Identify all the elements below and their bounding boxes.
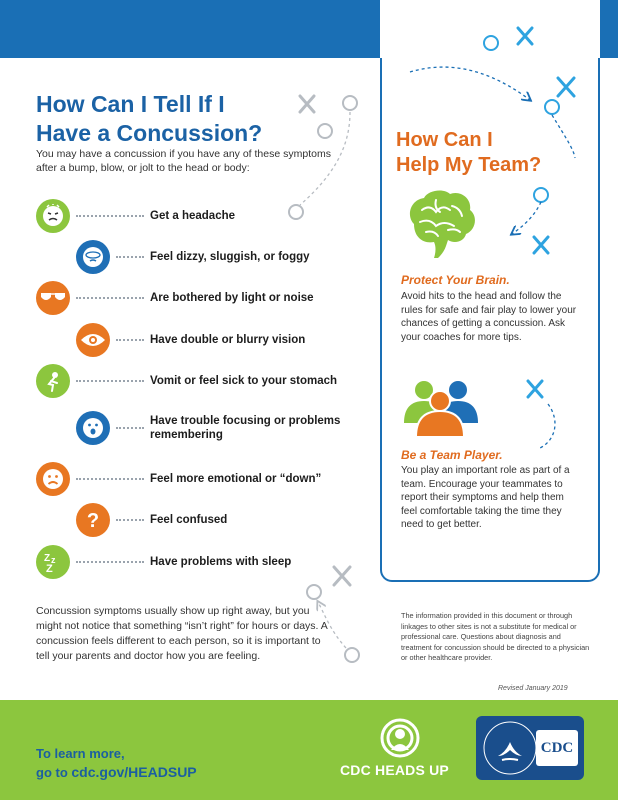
symptom-label: Have double or blurry vision — [150, 334, 306, 346]
learn-more-line-2 — [36, 763, 197, 782]
intro-text: You may have a concussion if you have any of these symptoms after a bump, blow, or jolt to the head or body: — [36, 148, 331, 174]
symptom-label: Feel confused — [150, 514, 228, 526]
symptom-label-line-1: Have trouble focusing or problems — [150, 415, 341, 427]
title-line-1: How Can I Tell If I — [36, 91, 225, 117]
team-body: You play an important role as part of a team. Encourage your teammates to report their symptoms and help them feel comfortable taking the time they need to get better. — [401, 465, 570, 530]
eye-icon — [76, 323, 110, 357]
symptom-emotional — [36, 461, 321, 497]
protect-heading: Protect Your Brain. — [401, 273, 510, 287]
sunglasses-icon — [36, 281, 70, 315]
svg-text:?: ? — [86, 510, 100, 532]
symptom-label — [150, 414, 340, 442]
protect-body: Avoid hits to the head and follow the rules for safe and fair play to lower your chances of getting a concussion. Ask your coaches for more tips. — [401, 291, 577, 343]
symptom-dizzy — [76, 239, 310, 275]
dotted-leader — [116, 339, 144, 341]
symptom-label-line-2: remembering — [150, 429, 223, 441]
learn-more-line-1: To learn more, — [36, 746, 125, 761]
revised-date: Revised January 2019 — [498, 685, 568, 692]
dotted-leader — [76, 478, 144, 480]
svg-text:Z: Z — [46, 563, 53, 574]
sad-face-icon — [36, 462, 70, 496]
heads-up-label: CDC HEADS UP — [340, 762, 449, 778]
question-mark-icon — [76, 503, 110, 537]
symptom-focusing — [76, 410, 340, 446]
title-line-2: Have a Concussion? — [36, 120, 263, 146]
dotted-leader — [116, 519, 144, 521]
symptom-light-noise — [36, 280, 314, 316]
dizzy-face-icon — [76, 240, 110, 274]
page-title — [36, 90, 336, 148]
panel-title — [396, 128, 596, 178]
symptom-label: Get a headache — [150, 210, 236, 222]
hhs-eagle-icon — [482, 720, 538, 776]
learn-more-prefix: go to — [36, 765, 72, 780]
hhs-cdc-logo — [476, 716, 584, 780]
symptom-headache — [36, 198, 235, 234]
svg-text:Z: Z — [44, 553, 51, 564]
cdc-logo-text: CDC — [540, 739, 574, 756]
team-heading: Be a Team Player. — [401, 448, 503, 462]
panel-title-line-1: How Can I — [396, 129, 493, 151]
symptom-vomit — [36, 363, 337, 399]
symptom-sleep — [36, 544, 291, 580]
dotted-leader — [116, 427, 144, 429]
symptom-label: Feel more emotional or “down” — [150, 473, 322, 485]
symptom-label: Vomit or feel sick to your stomach — [150, 375, 338, 387]
dotted-leader — [76, 215, 144, 217]
zzz-icon — [36, 545, 70, 579]
dotted-leader — [76, 380, 144, 382]
learn-more — [36, 744, 197, 782]
headsup-link[interactable]: cdc.gov/HEADSUP — [71, 764, 197, 780]
dotted-leader — [116, 256, 144, 258]
surprised-face-icon — [76, 411, 110, 445]
symptom-confused — [76, 502, 227, 538]
symptom-label: Are bothered by light or noise — [150, 292, 314, 304]
symptom-label: Have problems with sleep — [150, 556, 292, 568]
team-icon — [400, 377, 484, 441]
panel-title-line-2: Help My Team? — [396, 154, 542, 176]
headache-face-icon — [36, 199, 70, 233]
heads-up-logo-icon — [380, 718, 420, 758]
closing-text: Concussion symptoms usually show up right away, but you might not notice that something “isn’t right” for hours or days. A concussion feels different to each person, so it is important to tell your parents and doctor how you are feeling. — [36, 605, 328, 662]
svg-text:z: z — [51, 555, 56, 565]
cdc-logo-icon — [536, 730, 578, 766]
dotted-leader — [76, 297, 144, 299]
dotted-leader — [76, 561, 144, 563]
disclaimer-text: The information provided in this document or through linkages to other sites is not a substitute for medical or professional care. Questions about diagnosis and treatment for concussion should be directed to a physician or other healthcare provider. — [401, 611, 590, 662]
vomit-figure-icon — [36, 364, 70, 398]
brain-icon — [400, 186, 480, 266]
symptom-vision — [76, 322, 305, 358]
symptom-label: Feel dizzy, sluggish, or foggy — [150, 251, 310, 263]
